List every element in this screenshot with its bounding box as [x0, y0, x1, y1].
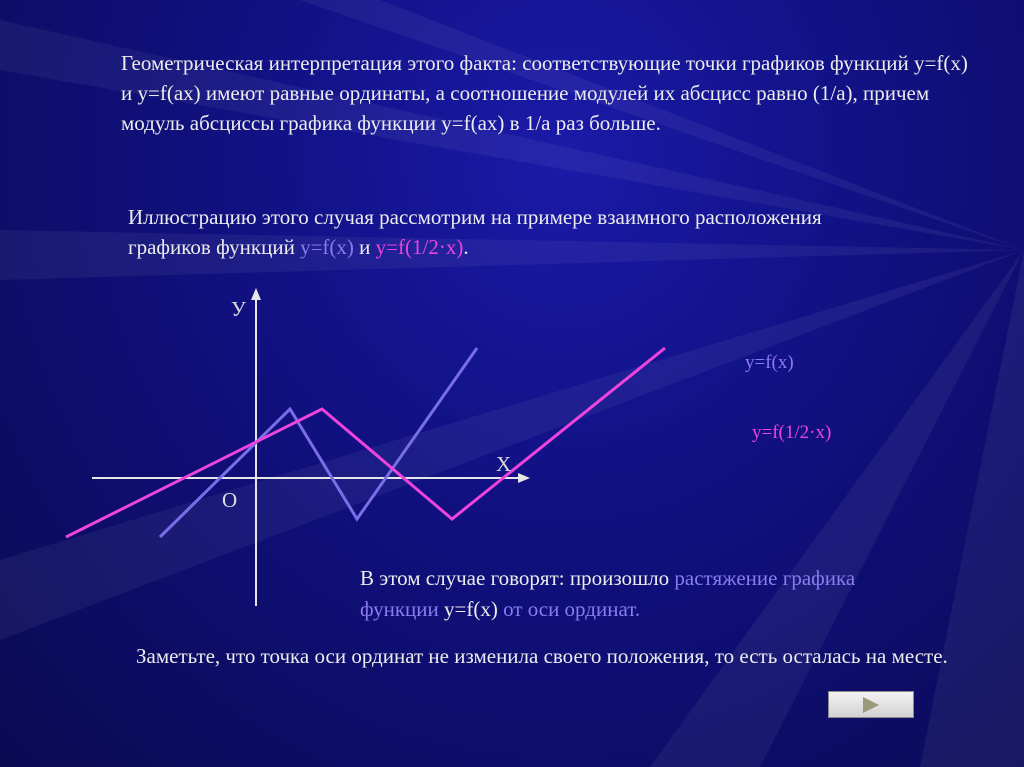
function-name: y=f(x) [438, 597, 504, 621]
axis-highlight: от оси ординат. [503, 597, 641, 621]
note-text: Заметьте, что точка оси ординат не изменила своего положения, то есть осталась на месте. [136, 644, 948, 668]
function-f2-label: y=f(1/2·x) [375, 235, 464, 259]
and-text: и [353, 235, 376, 259]
conclusion-intro: В этом случае говорят: произошло [360, 566, 675, 590]
next-slide-button[interactable] [828, 691, 914, 718]
function-f1-label: y=f(x) [300, 235, 354, 259]
period-text: . [463, 235, 469, 259]
geometric-interpretation-text: Геометрическая интерпретация этого факта: соответствующие точки графиков функций y=f(x) и y=f(ax) имеют равные ординаты, а соотношение модулей их абсцисс равно (1/a), причем модуль абсциссы графика функции y=f(ax) в 1/a раз больше. [121, 51, 968, 135]
stretch-conclusion-text [360, 563, 900, 625]
graph-f-x [160, 348, 477, 537]
stretch-highlight: растяжение графика функции [360, 566, 856, 621]
intro-text: Иллюстрацию этого случая рассмотрим на примере взаимного расположения графиков функций [128, 205, 822, 259]
origin-label: О [222, 488, 238, 512]
x-axis-label: Х [496, 452, 512, 476]
y-axis-label: У [231, 297, 246, 321]
legend-f1: y=f(x) [745, 352, 794, 373]
play-arrow-icon [863, 697, 879, 713]
legend-f2: y=f(1/2·x) [752, 422, 832, 443]
